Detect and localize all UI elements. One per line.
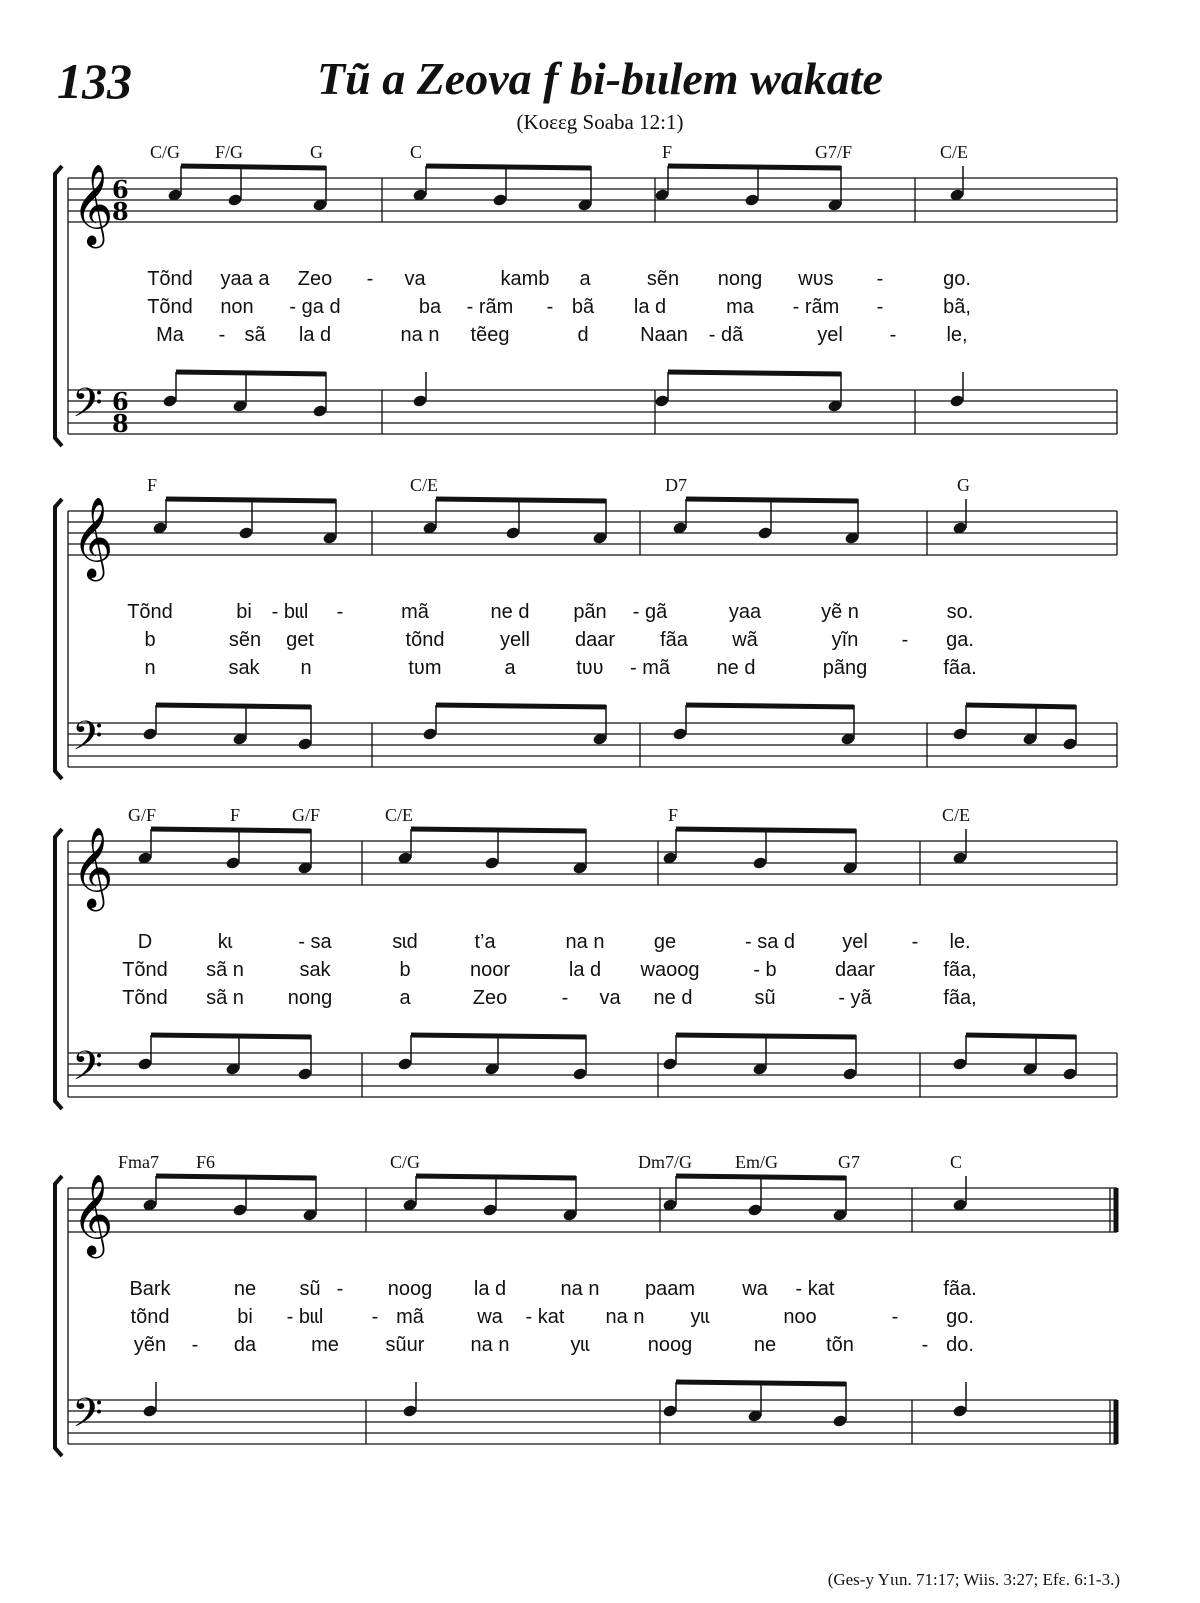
lyric-syllable: - [218, 324, 226, 346]
beam [966, 1035, 1076, 1037]
lyric-syllable: kɩ [217, 931, 233, 953]
lyric-syllable: yaa [728, 601, 762, 623]
chord-symbol: C/E [942, 805, 971, 825]
lyric-syllable: va [599, 987, 621, 1009]
lyric-syllable: d [577, 324, 589, 346]
lyric-syllable: - bɩɩl [271, 601, 309, 623]
lyric-syllable: ga. [946, 629, 974, 651]
lyric-syllable: tʋm [408, 657, 442, 679]
chord-symbol: Em/G [735, 1152, 778, 1172]
beam [676, 1176, 846, 1178]
lyric-syllable: fãa [660, 629, 688, 651]
lyric-syllable: - [371, 1306, 379, 1328]
lyric-syllable: wã [732, 629, 758, 651]
lyric-syllable: nong [287, 987, 333, 1009]
lyric-syllable: - yã [838, 987, 872, 1009]
lyric-syllable: noo [783, 1306, 817, 1328]
lyric-syllable: - b [753, 959, 777, 981]
chord-symbol: C/E [385, 805, 414, 825]
hymn-title: Tũ a Zeova f bi-bɩɩlem wakate [317, 53, 883, 104]
chord-symbol: C [950, 1152, 963, 1172]
lyric-syllable: mã [401, 601, 429, 623]
lyric-syllable: pãn [573, 601, 607, 623]
lyric-syllable: sẽn [646, 268, 680, 290]
music-system-3 [0, 803, 1200, 1123]
system-bracket [55, 829, 62, 1109]
bass-clef: 𝄢 [72, 1043, 103, 1099]
beam [166, 499, 336, 501]
lyric-syllable: - kat [795, 1278, 835, 1300]
beam [411, 829, 586, 831]
lyric-syllable: - rãm [466, 296, 514, 318]
chord-symbol: G7 [838, 1152, 860, 1172]
chord-symbol: F [662, 142, 673, 162]
lyric-syllable: mã [396, 1306, 424, 1328]
chord-symbol: G [957, 475, 970, 495]
lyric-syllable: yɩɩ [570, 1334, 590, 1356]
lyric-syllable: ge [653, 931, 677, 953]
lyric-syllable: ne d [716, 657, 756, 679]
lyric-syllable: - rãm [792, 296, 840, 318]
chord-symbol: F [668, 805, 679, 825]
lyric-syllable: fãa, [943, 987, 977, 1009]
lyric-syllable: ma [726, 296, 754, 318]
lyric-syllable: yẽn [133, 1334, 167, 1356]
lyric-syllable: - dã [708, 324, 744, 346]
lyric-syllable: me [311, 1334, 339, 1356]
beam [176, 372, 326, 374]
bass-clef: 𝄢 [72, 380, 103, 436]
lyric-syllable: ne [233, 1278, 257, 1300]
lyric-syllable: le. [949, 931, 971, 953]
lyric-syllable: a [504, 657, 516, 679]
beam [676, 1382, 846, 1384]
lyric-syllable: yel [817, 324, 843, 346]
lyric-syllable: na n [470, 1334, 510, 1356]
lyric-syllable: la d [568, 959, 602, 981]
lyric-syllable: - ga d [289, 296, 341, 318]
time-signature-digit: 6 [112, 387, 129, 416]
lyric-syllable: wa [477, 1306, 503, 1328]
lyric-syllable: - [889, 324, 897, 346]
chord-symbol: F [147, 475, 158, 495]
scripture-reference: (Koɛɛg Soaba 12:1) [516, 110, 684, 134]
lyric-syllable: sã [244, 324, 266, 346]
lyric-syllable: la d [473, 1278, 507, 1300]
lyric-syllable: ne d [653, 987, 693, 1009]
lyric-syllable: - [876, 268, 884, 290]
lyric-syllable: - [191, 1334, 199, 1356]
lyric-syllable: ne [753, 1334, 777, 1356]
lyric-syllable: sẽn [228, 629, 262, 651]
lyric-syllable: sũur [385, 1334, 425, 1356]
lyric-syllable: Ma [156, 324, 184, 346]
chord-symbol: G/F [128, 805, 157, 825]
lyric-syllable: sã n [206, 987, 244, 1009]
lyric-syllable: ne d [490, 601, 530, 623]
lyric-syllable: Tõnd [127, 601, 173, 623]
lyric-syllable: b [144, 629, 156, 651]
lyric-syllable: na n [565, 931, 605, 953]
lyric-syllable: Tõnd [122, 959, 168, 981]
lyric-syllable: bã [571, 296, 595, 318]
lyric-syllable: na n [560, 1278, 600, 1300]
bass-clef: 𝄢 [72, 713, 103, 769]
lyric-syllable: go. [943, 268, 971, 290]
lyric-syllable: - [911, 931, 919, 953]
system-bracket [55, 1176, 62, 1456]
beam [411, 1035, 586, 1037]
lyric-syllable: kamb [500, 268, 550, 290]
lyric-syllable: yaa a [220, 268, 270, 290]
lyric-syllable: so. [946, 601, 974, 623]
treble-clef: 𝄞 [72, 496, 114, 578]
lyric-syllable: fãa. [943, 657, 977, 679]
lyric-syllable: yell [499, 629, 531, 651]
chord-symbol: C/G [390, 1152, 421, 1172]
lyric-syllable: - sa d [744, 931, 796, 953]
lyric-syllable: nong [717, 268, 763, 290]
lyric-syllable: - [336, 601, 344, 623]
lyric-syllable: t’a [474, 931, 496, 953]
lyric-syllable: - [336, 1278, 344, 1300]
system-bracket [55, 499, 62, 779]
lyric-syllable: daar [834, 959, 876, 981]
chord-symbol: G7/F [815, 142, 853, 162]
lyric-syllable: wa [742, 1278, 768, 1300]
lyric-syllable: Tõnd [147, 268, 193, 290]
lyric-syllable: Bark [129, 1278, 171, 1300]
lyric-syllable: da [233, 1334, 257, 1356]
lyric-syllable: - kat [525, 1306, 565, 1328]
lyric-syllable: Zeo [472, 987, 508, 1009]
lyric-syllable: bã, [943, 296, 971, 318]
music-system-2 [0, 473, 1200, 793]
lyric-syllable: b [399, 959, 411, 981]
lyric-syllable: - [366, 268, 374, 290]
lyric-syllable: - [876, 296, 884, 318]
lyric-syllable: yẽ n [821, 601, 859, 623]
lyric-syllable: sak [299, 959, 331, 981]
beam [966, 705, 1076, 707]
lyric-syllable: Naan [640, 324, 688, 346]
lyric-syllable: na n [605, 1306, 645, 1328]
lyric-syllable: noog [647, 1334, 693, 1356]
treble-clef: 𝄞 [72, 826, 114, 908]
staff-drawing [0, 1150, 1200, 1470]
lyric-syllable: paam [644, 1278, 696, 1300]
lyric-syllable: n [144, 657, 156, 679]
lyric-syllable: tõnd [130, 1306, 170, 1328]
lyric-syllable: noog [387, 1278, 433, 1300]
beam [151, 829, 311, 831]
lyric-syllable: do. [946, 1334, 974, 1356]
beam [686, 705, 854, 707]
lyric-syllable: n [300, 657, 312, 679]
beam [676, 1035, 856, 1037]
lyric-syllable: sɩd [392, 931, 418, 953]
chord-symbol: Fma7 [118, 1152, 160, 1172]
lyric-syllable: yɩɩ [690, 1306, 710, 1328]
time-signature-digit: 6 [112, 175, 129, 204]
lyric-syllable: pãng [822, 657, 868, 679]
lyric-syllable: ba [418, 296, 442, 318]
beam [416, 1176, 576, 1178]
lyric-syllable: sũ [754, 987, 776, 1009]
time-signature-digit: 8 [112, 409, 129, 438]
lyric-syllable: tõn [826, 1334, 854, 1356]
beam [426, 166, 591, 168]
bass-clef: 𝄢 [72, 1390, 103, 1446]
lyric-syllable: - sa [298, 931, 332, 953]
treble-clef: 𝄞 [72, 163, 114, 245]
lyric-syllable: tẽeg [470, 324, 510, 346]
lyric-syllable: yel [842, 931, 868, 953]
beam [436, 499, 606, 501]
chord-symbol: F [230, 805, 241, 825]
chord-symbol: C [410, 142, 423, 162]
lyric-syllable: Tõnd [147, 296, 193, 318]
lyric-syllable: non [220, 296, 254, 318]
treble-clef: 𝄞 [72, 1173, 114, 1255]
lyric-syllable: go. [946, 1306, 974, 1328]
lyric-syllable: sak [228, 657, 260, 679]
beam [181, 166, 326, 168]
lyric-syllable: yĩn [831, 629, 859, 651]
lyric-syllable: va [404, 268, 426, 290]
beam [668, 372, 841, 374]
beam [156, 705, 311, 707]
chord-symbol: C/E [410, 475, 439, 495]
chord-symbol: C/G [150, 142, 181, 162]
time-signature-digit: 8 [112, 197, 129, 226]
lyric-syllable: Zeo [297, 268, 333, 290]
lyric-syllable: bi [236, 601, 252, 623]
footer-references: (Ges-y Yɩɩn. 71:17; Wiis. 3:27; Efɛ. 6:1-3.) [827, 1570, 1120, 1589]
lyric-syllable: Tõnd [122, 987, 168, 1009]
lyric-syllable: - gã [632, 601, 668, 623]
lyric-syllable: tʋʋ [576, 657, 604, 679]
lyric-syllable: - [561, 987, 569, 1009]
lyric-syllable: daar [574, 629, 616, 651]
lyric-syllable: D [137, 931, 153, 953]
lyric-syllable: sũ [299, 1278, 321, 1300]
beam [151, 1035, 311, 1037]
system-bracket [55, 166, 62, 446]
lyric-syllable: a [399, 987, 411, 1009]
lyric-syllable: tõnd [405, 629, 445, 651]
lyric-syllable: fãa, [943, 959, 977, 981]
lyric-syllable: la d [298, 324, 332, 346]
chord-symbol: G/F [292, 805, 321, 825]
chord-symbol: G [310, 142, 323, 162]
lyric-syllable: noor [469, 959, 511, 981]
lyric-syllable: le, [946, 324, 968, 346]
beam [156, 1176, 316, 1178]
beam [676, 829, 856, 831]
chord-symbol: F6 [196, 1152, 216, 1172]
chord-symbol: F/G [215, 142, 244, 162]
music-system-4 [0, 1150, 1200, 1470]
chord-symbol: Dm7/G [638, 1152, 692, 1172]
lyric-syllable: - mã [630, 657, 670, 679]
lyric-syllable: la d [633, 296, 667, 318]
lyric-syllable: wʋs [798, 268, 834, 290]
lyric-syllable: bi [237, 1306, 253, 1328]
lyric-syllable: get [286, 629, 314, 651]
hymn-number: 133 [57, 53, 132, 109]
lyric-syllable: sã n [206, 959, 244, 981]
lyric-syllable: - [546, 296, 554, 318]
lyric-syllable: na n [400, 324, 440, 346]
chord-symbol: D7 [665, 475, 687, 495]
music-system-1 [0, 140, 1200, 460]
beam [668, 166, 841, 168]
lyric-syllable: fãa. [943, 1278, 977, 1300]
lyric-syllable: waoog [640, 959, 700, 981]
lyric-syllable: - [901, 629, 909, 651]
lyric-syllable: - [891, 1306, 899, 1328]
beam [686, 499, 858, 501]
lyric-syllable: - [921, 1334, 929, 1356]
beam [436, 705, 606, 707]
lyric-syllable: - bɩɩl [286, 1306, 324, 1328]
chord-symbol: C/E [940, 142, 969, 162]
lyric-syllable: a [579, 268, 591, 290]
